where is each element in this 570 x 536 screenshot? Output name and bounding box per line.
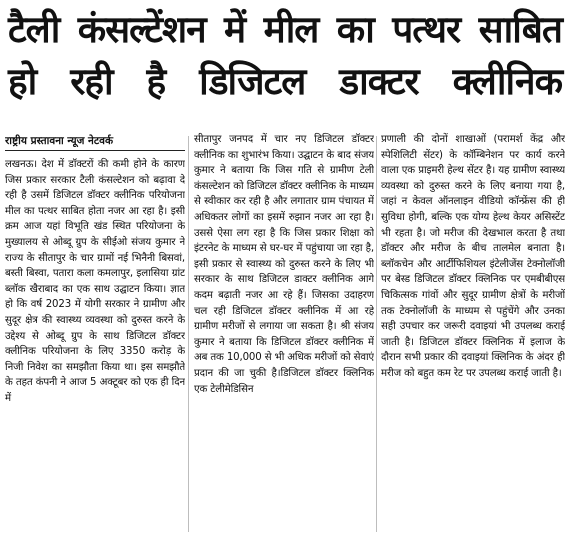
column-3-text: प्रणाली की दोनों शाखाओं (परामर्श केंद्र और स्पेशिलिटी सेंटर) के कॉम्बिनेशन पर कार्य करने वाला एक प्राइमरी हेल्थ सेंटर है। यह ग्रामीण स्वास्थ्य व्यवस्था को दुरुस्त करने के लिए बनाया गया है, जहां न केवल ऑनलाइन वीडियो कॉन्फ्रेंस की ही सुविधा होगी, बल्कि एक योग्य हेल्थ केयर असिस्टेंट भी रहता है। जो मरीज की देखभाल करता है तथा डॉक्टर और मरीज के बीच तालमेल बनाता है। ब्लॉकचेन और आर्टीफिशियल इंटेलीजेंस टेक्नोलॉजी पर बेस्ड डिजिटल डॉक्टर क्लिनिक पर एमबीबीएस चिकित्सक गांवों और सुदूर ग्रामीण क्षेत्रों के मरीजों तक टेक्नोलॉजी के माध्यम से पहुंचेंगे और उनका सही उपचार कर जरूरी दवाइयां भी उपलब्ध कराई जाती है। डिजिटल डॉक्टर क्लिनिक में इलाज के दौरान सभी प्रकार की दवाइयां क्लिनिक के अंदर ही मरीज को बहुत कम रेट पर उपलब्ध कराई जाती है।: [381, 134, 565, 379]
article-column-2: [194, 132, 374, 534]
column-divider-2: [376, 136, 377, 532]
article-column-3: [381, 132, 565, 534]
byline: राष्ट्रीय प्रस्तावना न्यूज नेटवर्क: [5, 134, 185, 151]
column-divider-1: [188, 136, 189, 532]
column-2-text: सीतापुर जनपद में चार नए डिजिटल डॉक्टर क्लीनिक का शुभारंभ किया। उद्घाटन के बाद संजय कुमार ने बताया कि जिस गति से ग्रामीण टेली कंसल्टेशन को डिजिटल डॉक्टर क्लीनिक के माध्यम से स्वीकार कर रही है और लगातार ग्राम पंचायत में अधिकतर लोगों का इसमें रुझान नजर आ रहा है। उससे ऐसा लग रहा है कि जिस प्रकार शिक्षा को इंटरनेट के माध्यम से घर-घर में पहुंचाया जा रहा है, इसी प्रकार से स्वास्थ्य को दुरुस्त करने के लिए भी सरकार के साथ डिजिटल डाक्टर क्लीनिक आगे कदम बढ़ाती नजर आ रहे हैं। जिसका उदाहरण चल रही डिजिटल डॉक्टर क्लीनिक में आ रहे ग्रामीण मरीजों से लगाया जा सकता है। श्री संजय कुमार ने बताया कि डिजिटल डॉक्टर क्लीनिक में अब तक 10,000 से भी अधिक मरीजों को सेवाएं प्रदान की जा चुकी है।डिजिटल डॉक्टर क्लिनिक एक टेलीमेडिसिन: [194, 134, 374, 395]
headline: [8, 4, 562, 108]
article-column-1: [5, 132, 185, 534]
headline-line-2: हो रही है डिजिटल डाक्टर क्लीनिक: [8, 60, 562, 103]
headline-line-1: टैली कंसल्टेंशन में मील का पत्थर साबित: [8, 8, 562, 51]
column-1-text: लखनऊ। देश में डॉक्टरों की कमी होने के कारण जिस प्रकार सरकार टैली कंसल्टेशन को बढ़ावा दे रही है उसमें डिजिटल डॉक्टर क्लीनिक परियोजना मील का पत्थर साबित होता नजर आ रहा है। इसी क्रम आज यहां विभूति खंड स्थित परियोजना के मुख्यालय से ओब्दू ग्रुप के सीईओ संजय कुमार ने राज्य के सीतापुर के चार ग्रामों नई भिनैनी बिसवां, बस्ती बिस्वा, पतारा कला कमलापुर, इलासिया ग्रांट ब्लॉक खैराबाद का एक साथ उद्घाटन किया। ज्ञात हो कि वर्ष 2023 में योगी सरकार ने ग्रामीण और सुदूर क्षेत्र की स्वास्थ्य व्यवस्था को दुरुस्त करने के उद्देश्य से ओब्दू ग्रुप के साथ डिजिटल डॉक्टर क्लीनिक परियोजना के लिए 3350 करोड़ के निजी निवेश का समझौता किया था। इस समझौते के तहत कंपनी ने आज 5 अक्टूबर को एक ही दिन में: [5, 159, 185, 404]
